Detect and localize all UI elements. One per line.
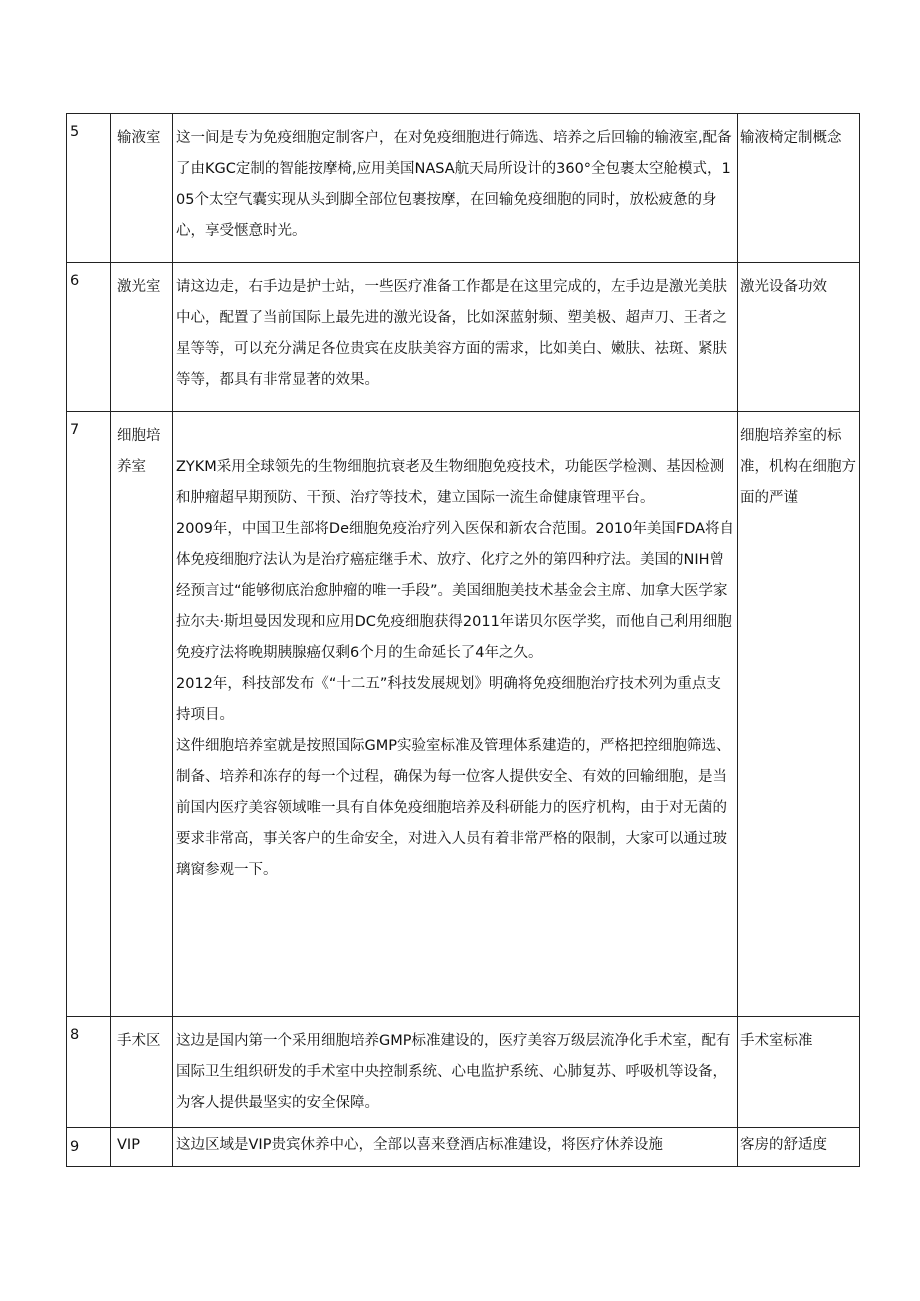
area-description bbox=[173, 1017, 738, 1128]
row-number: 9 bbox=[67, 1128, 111, 1167]
key-point-note: 细胞培养室的标准，机构在细胞方面的严谨 bbox=[738, 412, 860, 1017]
row-number: 8 bbox=[67, 1017, 111, 1128]
row-number: 6 bbox=[67, 263, 111, 412]
key-point-note: 手术室标准 bbox=[738, 1017, 860, 1128]
key-point-note: 激光设备功效 bbox=[738, 263, 860, 412]
tour-guide-table bbox=[66, 113, 860, 1167]
area-description bbox=[173, 263, 738, 412]
row-number: 7 bbox=[67, 412, 111, 1017]
description-paragraph: 2012年，科技部发布《“十二五”科技发展规划》明确将免疫细胞治疗技术列为重点支持项目。 bbox=[176, 676, 721, 723]
blank-line bbox=[176, 421, 735, 452]
table-row bbox=[67, 114, 860, 263]
description-paragraph: 这件细胞培养室就是按照国际GMP实验室标准及管理体系建造的，严格把控细胞筛选、制备、培养和冻存的每一个过程，确保为每一位客人提供安全、有效的回输细胞，是当前国内医疗美容领域唯一具有自体免疫细胞培养及科研能力的医疗机构，由于对无菌的要求非常高，事关客户的生命安全，对进入人员有着非常严格的限制，大家可以通过玻璃窗参观一下。 bbox=[176, 738, 731, 878]
row-number: 5 bbox=[67, 114, 111, 263]
area-name: 细胞培养室 bbox=[111, 412, 173, 1017]
area-description bbox=[173, 412, 738, 1017]
area-name: 手术区 bbox=[111, 1017, 173, 1128]
description-paragraph: 这边区域是VIP贵宾休养中心，全部以喜来登酒店标准建设，将医疗休养设施 bbox=[176, 1137, 663, 1153]
area-description bbox=[173, 114, 738, 263]
table-row bbox=[67, 263, 860, 412]
table-row bbox=[67, 1128, 860, 1167]
area-name: 激光室 bbox=[111, 263, 173, 412]
description-paragraph: 2009年，中国卫生部将De细胞免疫治疗列入医保和新农合范围。2010年美国FDA将自体免疫细胞疗法认为是治疗癌症继手术、放疗、化疗之外的第四种疗法。美国的NIH曾经预言过“能够彻底治愈肿瘤的唯一手段”。美国细胞美技术基金会主席、加拿大医学家拉尔夫·斯坦曼因发现和应用DC免疫细胞获得2011年诺贝尔医学奖，而他自己利用细胞免疫疗法将晚期胰腺癌仅剩6个月的生命延长了4年之久。 bbox=[176, 521, 735, 661]
description-paragraph: ZYKM采用全球领先的生物细胞抗衰老及生物细胞免疫技术，功能医学检测、基因检测和肿瘤超早期预防、干预、治疗等技术，建立国际一流生命健康管理平台。 bbox=[176, 459, 725, 506]
area-name: 输液室 bbox=[111, 114, 173, 263]
table-row bbox=[67, 1017, 860, 1128]
key-point-note: 客房的舒适度 bbox=[738, 1128, 860, 1167]
key-point-note: 输液椅定制概念 bbox=[738, 114, 860, 263]
description-paragraph: 这边是国内第一个采用细胞培养GMP标准建设的，医疗美容万级层流净化手术室，配有国际卫生组织研发的手术室中央控制系统、心电监护系统、心肺复苏、呼吸机等设备，为客人提供最坚实的安全保障。 bbox=[176, 1033, 731, 1111]
description-paragraph: 请这边走，右手边是护士站，一些医疗准备工作都是在这里完成的，左手边是激光美肤中心，配置了当前国际上最先进的激光设备，比如深蓝射频、塑美极、超声刀、王者之星等等，可以充分满足各位贵宾在皮肤美容方面的需求，比如美白、嫩肤、祛斑、紧肤等等，都具有非常显著的效果。 bbox=[176, 279, 727, 388]
area-description bbox=[173, 1128, 738, 1167]
description-paragraph: 这一间是专为免疫细胞定制客户，在对免疫细胞进行筛选、培养之后回输的输液室,配备了由KGC定制的智能按摩椅,应用美国NASA航天局所设计的360°全包裹太空舱模式，105个太空气囊实现从头到脚全部位包裹按摩，在回输免疫细胞的同时，放松疲惫的身心，享受惬意时光。 bbox=[176, 130, 732, 239]
area-name: VIP bbox=[111, 1128, 173, 1167]
table-row bbox=[67, 412, 860, 1017]
